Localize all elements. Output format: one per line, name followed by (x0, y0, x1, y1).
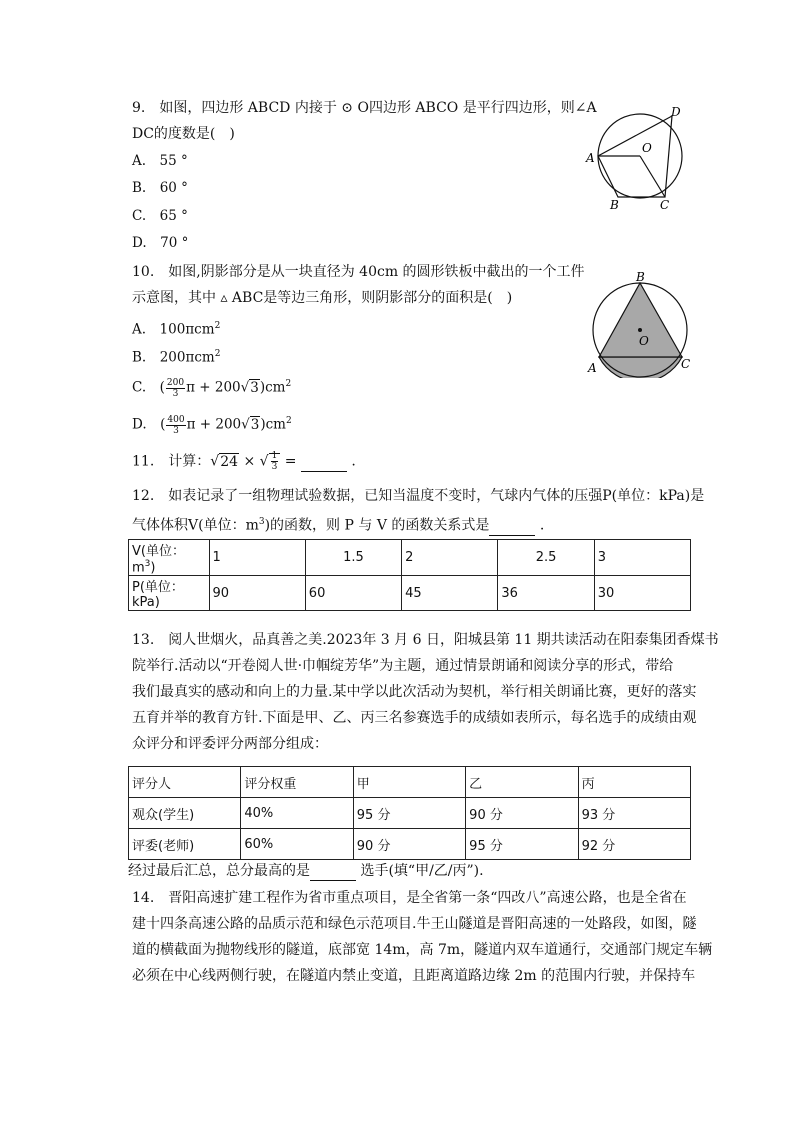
q9-label-b: B (610, 198, 619, 212)
q10-option-d-prefix: D. ( (132, 416, 166, 433)
q9-label-a: A (586, 151, 595, 165)
q12-head-volume-tail: ) (150, 560, 156, 576)
q14-line3: 道的横截面为抛物线形的隧道，底部宽 14m，高 7m，隧道内双车道通行，交通部门规定车辆 (132, 942, 713, 958)
q11-eq: = (280, 453, 301, 470)
q11-den: 3 (271, 462, 278, 472)
table-cell: 93 分 (578, 798, 690, 829)
q13-line3: 我们最真实的感动和向上的力量.某中学以此次活动为契机，举行相关朗诵比赛，更好的落实 (132, 684, 697, 700)
q12-line2 (132, 512, 544, 536)
table-cell: 60% (241, 829, 353, 860)
table-cell: 2.5 (498, 540, 594, 576)
q10-option-a[interactable] (132, 316, 220, 340)
q10-option-b-prefix: B. (132, 349, 160, 366)
q10-option-c-mid: π + 200 (186, 379, 241, 396)
q14-line2: 建十四条高速公路的品质示范和绿色示范项目.牛王山隧道是晋阳高速的一处路段，如图，隧 (132, 916, 697, 932)
q10-option-d-sup: 2 (285, 416, 292, 426)
table-cell: 95 分 (466, 829, 578, 860)
q11-answer-blank[interactable] (301, 457, 347, 472)
q10-option-b-text: 200πcm (159, 349, 215, 366)
q12-line2-b: )的函数，则 P 与 V 的函数关系式是 (264, 517, 490, 534)
q10-option-c-tail: )cm (259, 379, 286, 396)
q11-num: 1 (271, 451, 278, 461)
q9-option-c[interactable]: C. 65 ° (132, 208, 188, 224)
q10-option-c-sup: 2 (285, 379, 292, 389)
q10-line1: 10. 如图,阴影部分是从一块直径为 40cm 的圆形铁板中截出的一个工件 (132, 264, 585, 280)
q12-answer-blank[interactable] (489, 521, 535, 536)
q10-option-c-fraction (166, 378, 185, 399)
q11-times: × (239, 453, 260, 470)
q10-option-c-rad: 3 (250, 379, 259, 396)
q11-rad1: 24 (220, 453, 239, 470)
q10-label-c: C (681, 357, 691, 371)
q12-row-pressure (129, 576, 691, 611)
q10-option-c-prefix: C. ( (132, 379, 165, 396)
q10-option-a-prefix: A. (132, 321, 160, 338)
q13-line2: 院举行.活动以“开卷阅人世·巾帼绽芳华”为主题，通过情景朗诵和阅读分享的形式，带给 (132, 658, 674, 674)
q10-option-d-den: 3 (173, 425, 179, 436)
table-cell: 30 (594, 576, 690, 611)
q10-option-a-text: 100πcm (159, 321, 215, 338)
q10-option-d-tail: )cm (260, 416, 286, 433)
q9-option-b[interactable]: B. 60 ° (132, 180, 188, 196)
q10-option-b[interactable] (132, 344, 220, 368)
q13-score-table (128, 766, 691, 860)
q12-line2-sup: 3 (258, 517, 265, 527)
q13-after-a: 经过最后汇总，总分最高的是 (128, 863, 310, 879)
table-cell: 90 分 (353, 829, 465, 860)
q12-head-volume-text: V(单位：m (132, 544, 185, 576)
q10-option-d-rad: 3 (250, 416, 260, 433)
q12-head-pressure: P(单位：kPa) (129, 576, 210, 611)
q10-label-b: B (636, 270, 645, 284)
table-row (129, 798, 691, 829)
q10-option-a-sup: 2 (214, 321, 221, 331)
q10-circle-figure (582, 266, 698, 378)
q12-line2-end: . (535, 517, 545, 534)
q9-option-d[interactable]: D. 70 ° (132, 235, 189, 251)
q10-option-c[interactable]: C. ( $\frac{200}{3}$ $\pi + 200√3)cm^2$ (132, 377, 292, 399)
table-cell: 45 (402, 576, 498, 611)
q13-line4: 五育并举的教育方针.下面是甲、乙、丙三名参赛选手的成绩如表所示，每名选手的成绩由观 (132, 710, 697, 726)
q13-line1: 13. 阅人世烟火，品真善之美.2023年 3 月 6 日，阳城县第 11 期共读活动在阳泰集团香煤书 (132, 632, 719, 648)
q9-label-d: D (671, 105, 681, 119)
q13-line5: 众评分和评委评分两部分组成： (132, 736, 328, 752)
table-header-cell: 甲 (353, 767, 465, 798)
q10-option-d-fraction (166, 415, 185, 436)
table-cell: 95 分 (353, 798, 465, 829)
q9-option-a[interactable]: A. 55 ° (132, 153, 188, 169)
q11-fraction (271, 451, 279, 472)
q10-line2: 示意图，其中 ▵ ABC是等边三角形，则阴影部分的面积是( ) (132, 290, 513, 306)
q12-line1: 12. 如表记录了一组物理试验数据，已知当温度不变时，气球内气体的压强P(单位：kPa)是 (132, 488, 705, 504)
table-cell: 1.5 (305, 540, 401, 576)
table-header-cell: 乙 (466, 767, 578, 798)
q13-answer-blank[interactable] (310, 866, 356, 881)
q9-line1: 9. 如图，四边形 ABCD 内接于 ⊙ O四边形 ABCO 是平行四边形，则∠A (132, 100, 597, 116)
q10-label-a: A (588, 361, 597, 375)
q12-row-volume (129, 540, 691, 576)
table-cell: 90 (209, 576, 305, 611)
table-cell: 观众(学生) (129, 798, 241, 829)
table-cell: 评委(老师) (129, 829, 241, 860)
q14-line1: 14. 晋阳高速扩建工程作为省市重点项目，是全省第一条“四改八”高速公路，也是全省在 (132, 890, 687, 906)
q9-label-c: C (660, 198, 670, 212)
table-cell: 40% (241, 798, 353, 829)
q10-option-d-num: 400 (167, 414, 185, 425)
table-cell: 2 (402, 540, 498, 576)
table-cell: 90 分 (466, 798, 578, 829)
table-cell: 3 (594, 540, 690, 576)
q11-rad2 (269, 453, 281, 470)
table-header-cell: 丙 (578, 767, 690, 798)
table-header-cell: 评分人 (129, 767, 241, 798)
q9-label-o: O (642, 141, 652, 155)
q10-option-d[interactable]: D. ( $\frac{400}{3}$ $\pi + 200√3)cm^2$ (132, 414, 292, 436)
q10-option-b-sup: 2 (214, 349, 221, 359)
table-cell: 92 分 (578, 829, 690, 860)
q11-line: 11. 计算：√24 × √ $\frac{1}{3}$ = . (132, 451, 356, 472)
q10-option-c-den: 3 (172, 388, 179, 399)
q12-data-table (128, 539, 691, 611)
q10-option-d-mid: π + 200 (186, 416, 242, 433)
table-cell: 60 (305, 576, 401, 611)
q12-head-volume (129, 540, 210, 576)
q11-end: . (346, 453, 356, 470)
q13-after-b: 选手(填“甲/乙/丙”). (356, 863, 484, 879)
q11-prefix: 11. 计算： (132, 453, 211, 470)
table-row (129, 829, 691, 860)
q10-option-c-num: 200 (166, 377, 185, 388)
q14-line4: 必须在中心线两侧行驶，在隧道内禁止变道，且距离道路边缘 2m 的范围内行驶，并保持车 (132, 968, 696, 984)
q13-header-row (129, 767, 691, 798)
table-cell: 36 (498, 576, 594, 611)
q12-head-volume-sup: 3 (144, 559, 151, 569)
q9-circle-figure (580, 100, 700, 212)
q13-after-table (128, 861, 484, 881)
q10-label-o: O (639, 334, 649, 348)
q9-line2: DC的度数是( ) (132, 126, 235, 142)
q12-line2-a: 气体体积V(单位：m (132, 517, 259, 534)
table-header-cell: 评分权重 (241, 767, 353, 798)
table-cell: 1 (209, 540, 305, 576)
